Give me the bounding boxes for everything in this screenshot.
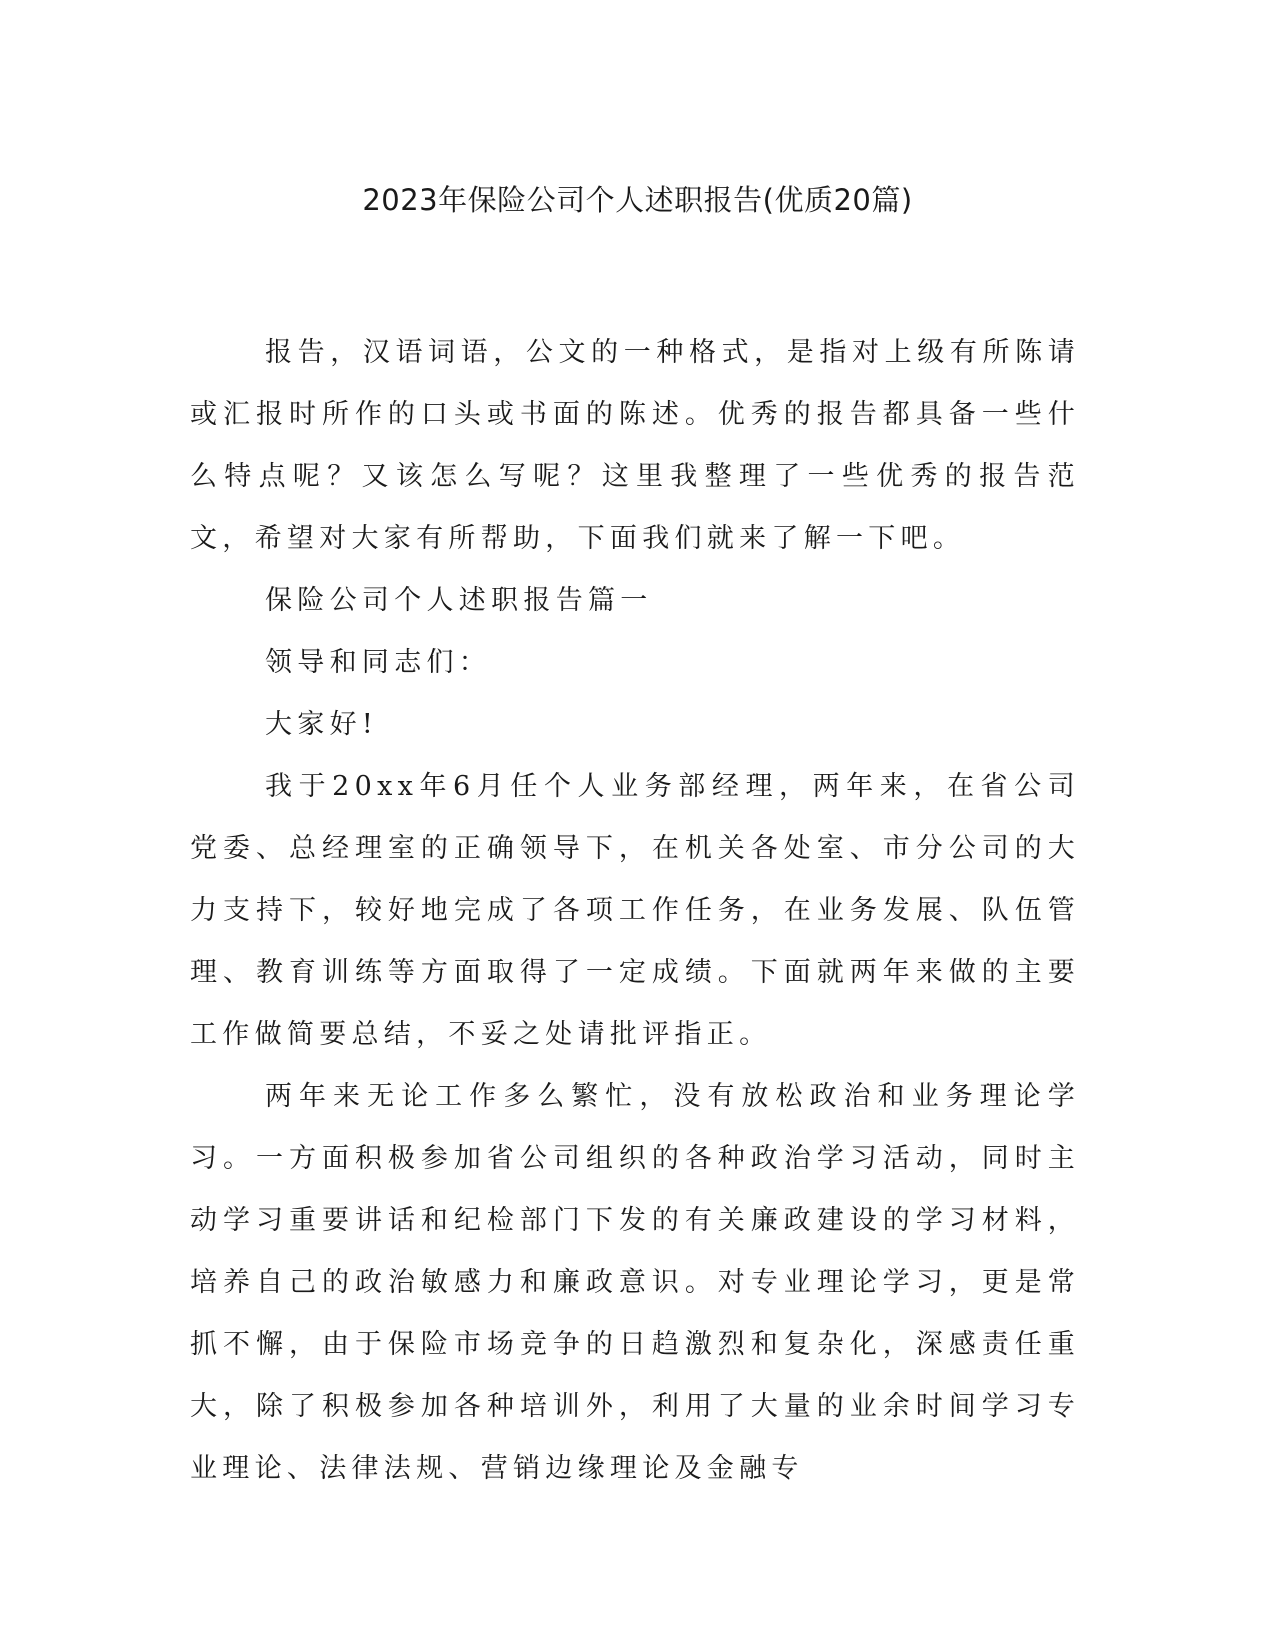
body-paragraph: 两年来无论工作多么繁忙，没有放松政治和业务理论学习。一方面积极参加省公司组织的各种政治学习活动，同时主动学习重要讲话和纪检部门下发的有关廉政建设的学习材料，培养自己的政治敏感力和廉政意识。对专业理论学习，更是常抓不懈，由于保险市场竞争的日趋激烈和复杂化，深感责任重大，除了积极参加各种培训外，利用了大量的业余时间学习专业理论、法律法规、营销边缘理论及金融专 — [190, 1081, 1080, 1484]
intro-paragraph: 报告，汉语词语，公文的一种格式，是指对上级有所陈请或汇报时所作的口头或书面的陈述。优秀的报告都具备一些什么特点呢？又该怎么写呢？这里我整理了一些优秀的报告范文，希望对大家有所帮助，下面我们就来了解一下吧。 — [190, 337, 1080, 554]
salutation: 领导和同志们： — [265, 647, 492, 678]
body-paragraph: 我于20xx年6月任个人业务部经理，两年来，在省公司党委、总经理室的正确领导下，在机关各处室、市分公司的大力支持下，较好地完成了各项工作任务，在业务发展、队伍管理、教育训练等方面取得了一定成绩。下面就两年来做的主要工作做简要总结，不妥之处请批评指正。 — [190, 771, 1080, 1050]
document-body — [190, 322, 1080, 1500]
section-heading: 保险公司个人述职报告篇一 — [265, 585, 653, 616]
document-title: 2023年保险公司个人述职报告(优质20篇) — [362, 183, 913, 217]
greeting: 大家好! — [265, 709, 379, 740]
